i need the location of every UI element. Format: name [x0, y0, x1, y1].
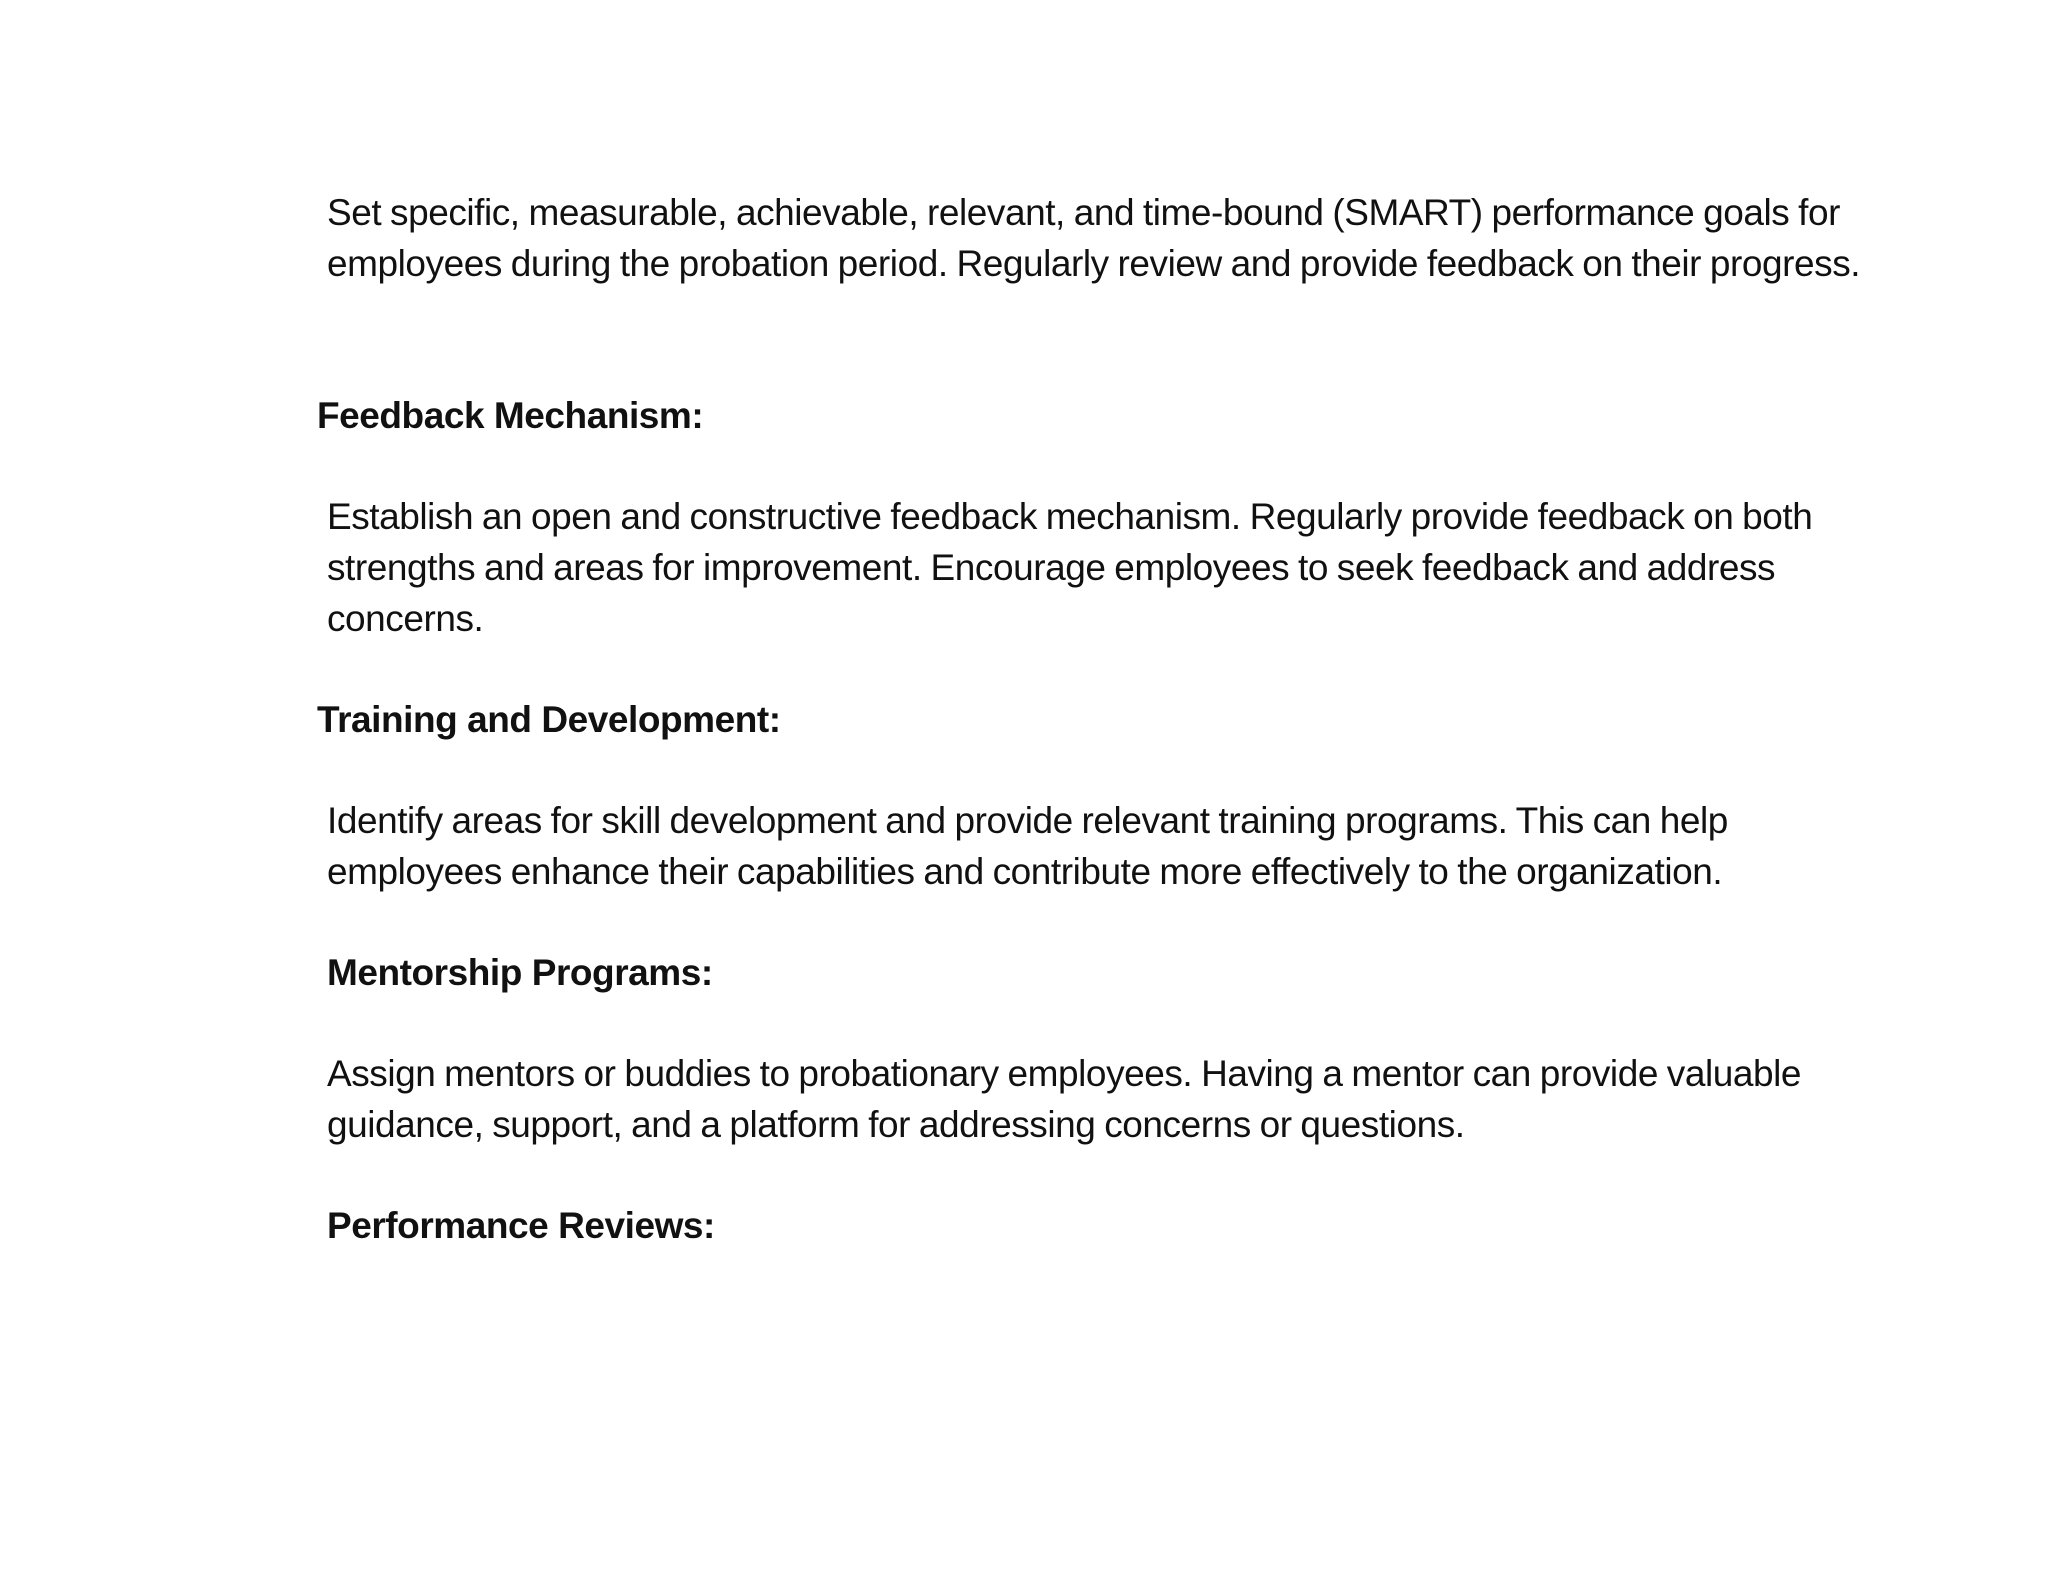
- paragraph-smart-goals: Set specific, measurable, achievable, relevant, and time-bound (SMART) performance goals for employees during the probation period. Regularly review and provide feedback on their progress.: [327, 192, 1861, 284]
- heading-training-development: Training and Development:: [317, 699, 781, 740]
- paragraph-feedback-mechanism: Establish an open and constructive feedback mechanism. Regularly provide feedback on both strengths and areas for improvement. Encourage employees to seek feedback and address concerns.: [327, 496, 1813, 639]
- paragraph-training-development: Identify areas for skill development and provide relevant training programs. This can help employees enhance their capabilities and contribute more effectively to the organization.: [327, 800, 1728, 892]
- heading-feedback-mechanism: Feedback Mechanism:: [317, 395, 704, 436]
- paragraph-mentorship-programs: Assign mentors or buddies to probationary employees. Having a mentor can provide valuable guidance, support, and a platform for addressing concerns or questions.: [327, 1053, 1802, 1145]
- heading-mentorship-programs: Mentorship Programs:: [327, 952, 713, 993]
- heading-performance-reviews: Performance Reviews:: [327, 1205, 715, 1246]
